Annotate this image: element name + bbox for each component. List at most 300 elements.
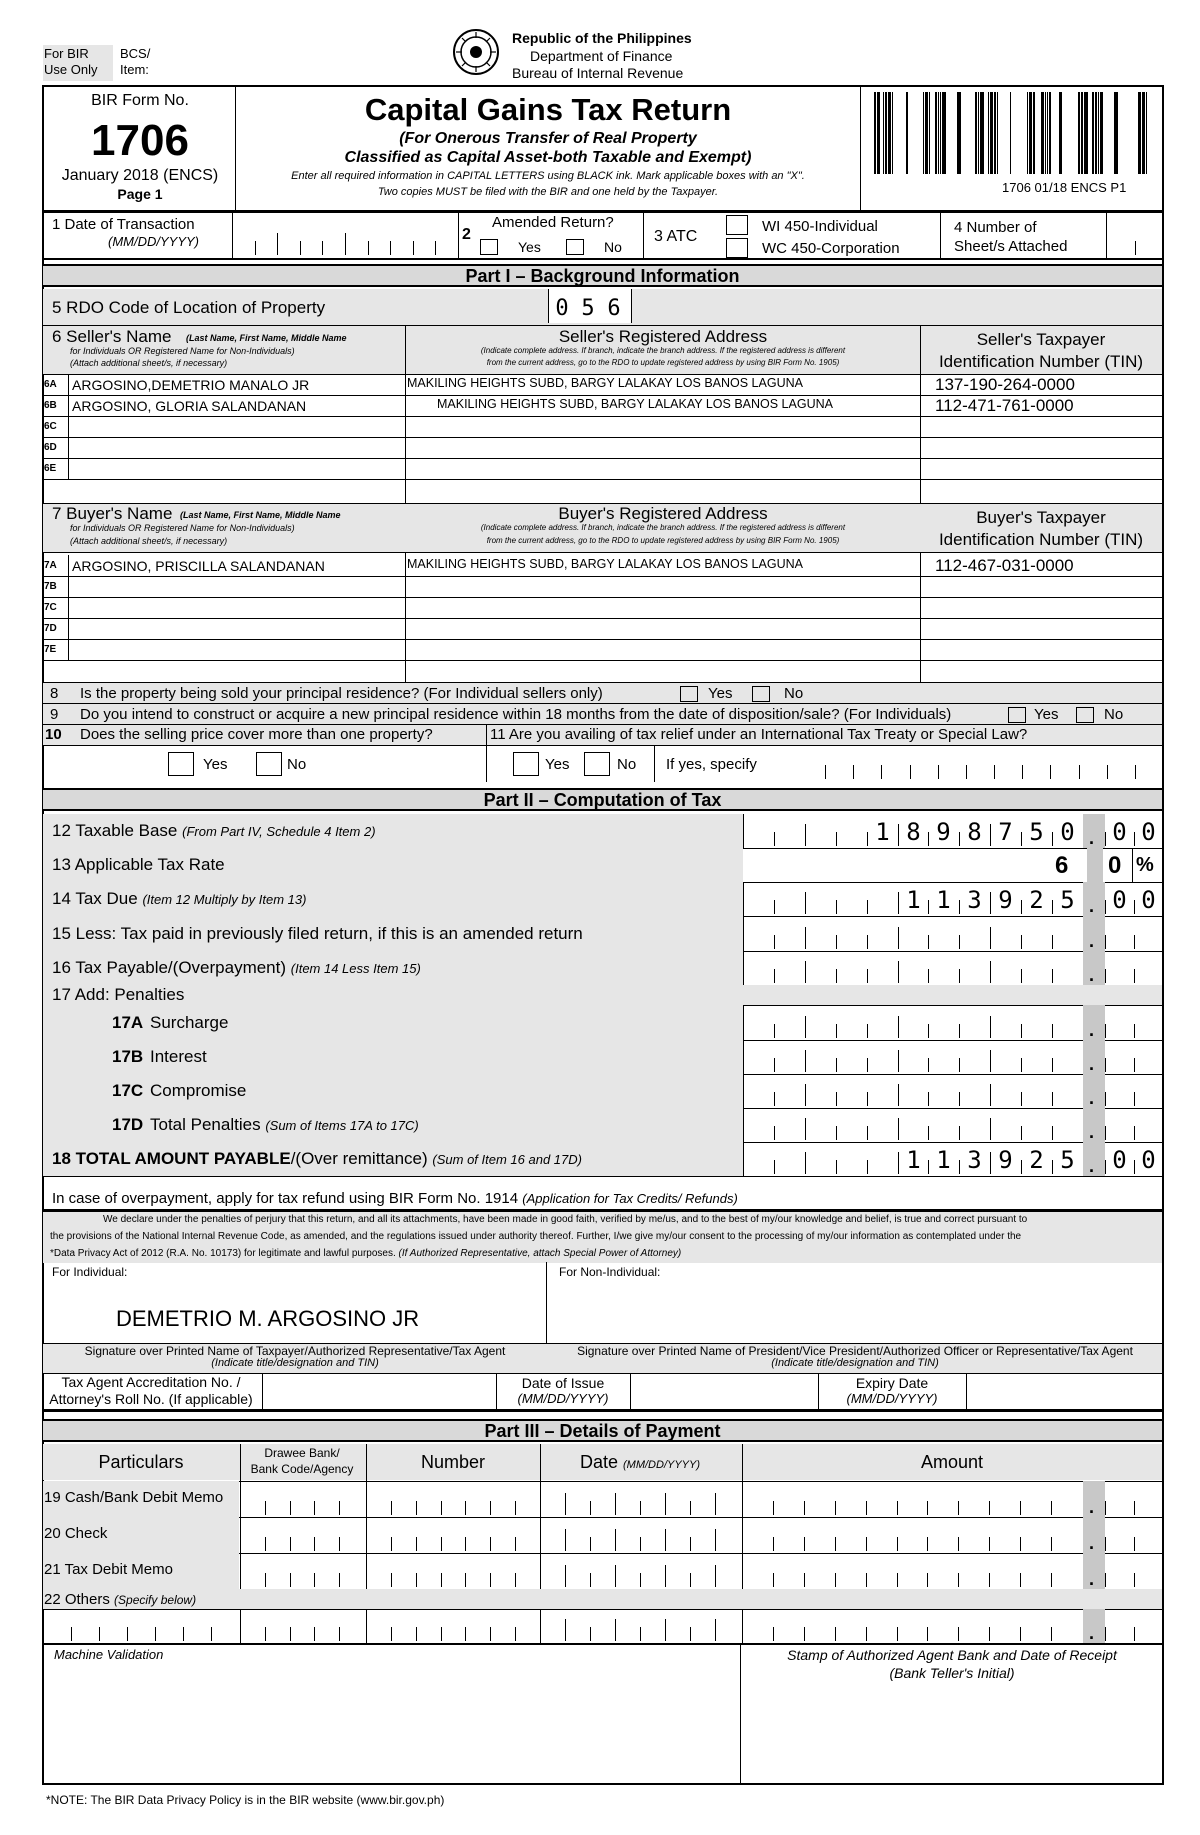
seller-tin-header: Seller's Taxpayer xyxy=(976,330,1106,349)
item15-label-text: 15 Less: Tax paid in previously filed return, if this is an amended return xyxy=(52,924,583,943)
expiry-field[interactable] xyxy=(968,1375,1162,1407)
seller-row xyxy=(42,374,1164,395)
barcode-bar xyxy=(1100,92,1103,174)
item1-label: 1 Date of Transaction xyxy=(52,216,195,233)
overpay-text xyxy=(52,1190,738,1207)
tax-debit-memo-row-date-field[interactable] xyxy=(540,1573,740,1587)
item17d-label xyxy=(150,1115,419,1135)
barcode-bar xyxy=(877,92,880,174)
atc-wc450-label: WC 450-Corporation xyxy=(762,240,900,257)
rdo-code-field[interactable] xyxy=(549,296,627,321)
seller-row-code: 6B xyxy=(44,400,57,411)
item15-label xyxy=(52,924,583,944)
q8-no-checkbox[interactable] xyxy=(752,685,770,703)
check-row-date-field[interactable] xyxy=(540,1537,740,1551)
republic-label: Republic of the Philippines xyxy=(512,30,692,46)
overpay-note: (Application for Tax Credits/ Refunds) xyxy=(522,1191,738,1206)
barcode-bar xyxy=(988,92,989,174)
form-instruction-1: Enter all required information in CAPITAL LETTERS using BLACK ink. Mark applicable boxes with an "X". xyxy=(291,170,805,182)
form-subtitle-1: (For Onerous Transfer of Real Property xyxy=(399,130,697,147)
q10-no-checkbox[interactable] xyxy=(256,752,282,776)
seller-address-header: Seller's Registered Address xyxy=(558,327,768,346)
item2-num: 2 xyxy=(462,226,471,243)
bir-seal-icon xyxy=(452,28,500,76)
barcode-bar xyxy=(997,92,998,174)
cash-debit-memo-row-label xyxy=(44,1489,223,1506)
overpay-label: In case of overpayment, apply for tax refund using BIR Form No. 1914 xyxy=(52,1190,519,1207)
seller-row xyxy=(42,437,1164,458)
signer-name[interactable]: DEMETRIO M. ARGOSINO JR xyxy=(116,1306,420,1331)
decimal-point: . xyxy=(1089,1623,1095,1643)
check-row-label-text: 20 Check xyxy=(44,1525,108,1542)
amended-no-checkbox[interactable] xyxy=(566,238,584,256)
barcode-bar xyxy=(906,92,908,174)
q8-num: 8 xyxy=(50,685,59,702)
item17a-label-text: Surcharge xyxy=(150,1013,229,1032)
item14-digit: 9 xyxy=(998,886,1013,914)
atc-wc450-checkbox[interactable] xyxy=(726,238,748,258)
others-specify-row-number-field[interactable] xyxy=(366,1627,540,1641)
date-issue-field[interactable] xyxy=(632,1375,816,1407)
q11-no-label: No xyxy=(617,756,637,773)
barcode-bar xyxy=(990,92,993,174)
expiry-format: (MM/DD/YYYY) xyxy=(846,1391,938,1406)
item17b-cents-field[interactable] xyxy=(1105,1058,1163,1072)
buyer-row xyxy=(42,639,1164,660)
q11-specify-label: If yes, specify xyxy=(666,756,757,773)
seller-row-code: 6D xyxy=(44,442,57,453)
item14-label-text: 14 Tax Due xyxy=(52,889,138,908)
others-row-label xyxy=(44,1591,196,1608)
buyer-name-note: (Last Name, First Name, Middle Name xyxy=(180,510,341,520)
item18-digit: 1 xyxy=(906,1146,921,1174)
item17-label-text: 17 Add: Penalties xyxy=(52,985,185,1004)
item12-label-text: 12 Taxable Base xyxy=(52,821,178,840)
decimal-point: . xyxy=(1089,1497,1095,1517)
item12-label xyxy=(52,821,376,841)
barcode-bar xyxy=(892,92,893,174)
tax-debit-memo-row-drawee-field[interactable] xyxy=(240,1573,364,1587)
bir-use-label: For BIR Use Only xyxy=(44,46,98,77)
item17a-label xyxy=(150,1013,228,1033)
item17a-cents-field[interactable] xyxy=(1105,1024,1163,1038)
col-drawee-2: Bank Code/Agency xyxy=(250,1462,354,1476)
barcode-bar xyxy=(1047,92,1048,174)
sig-individual-note: (Indicate title/designation and TIN) xyxy=(211,1357,379,1369)
item16-label-text: 16 Tax Payable/(Overpayment) xyxy=(52,958,287,977)
barcode-bar xyxy=(1078,92,1080,174)
q9-num: 9 xyxy=(50,706,59,723)
item14-digit: 3 xyxy=(967,886,982,914)
buyer-name-header: 7 Buyer's Name xyxy=(52,504,173,523)
decimal-point: . xyxy=(1089,1122,1095,1142)
item13-label-text: 13 Applicable Tax Rate xyxy=(52,855,225,874)
item17-label xyxy=(52,985,184,1005)
item16-cents-field[interactable] xyxy=(1105,969,1163,983)
sig-nonindividual-note: (Indicate title/designation and TIN) xyxy=(771,1357,939,1369)
date-issue-label: Date of Issue xyxy=(521,1375,605,1391)
q8-text: Is the property being sold your principal residence? (For Individual sellers only) xyxy=(80,685,603,702)
item14-digit: 1 xyxy=(906,886,921,914)
item18-digit: 2 xyxy=(1029,1146,1044,1174)
amended-yes-checkbox[interactable] xyxy=(480,238,498,256)
col-date-label: Date xyxy=(579,1452,618,1472)
seller-row xyxy=(42,458,1164,479)
agent-accr-label-2: Attorney's Roll No. (If applicable) xyxy=(49,1391,253,1407)
item17c-cents-field[interactable] xyxy=(1105,1092,1163,1106)
cash-debit-memo-row-cents-field[interactable] xyxy=(1105,1501,1163,1515)
stamp-label-2: (Bank Teller's Initial) xyxy=(889,1665,1015,1681)
atc-wi450-checkbox[interactable] xyxy=(726,215,748,235)
barcode-bar xyxy=(1010,92,1011,174)
decimal-point: . xyxy=(1089,931,1095,951)
declaration-text-3b: (If Authorized Representative, attach Special Power of Attorney) xyxy=(398,1248,682,1259)
barcode-bar xyxy=(1029,92,1032,174)
col-amount: Amount xyxy=(920,1452,984,1472)
seller-tin-field[interactable]: 137-190-264-0000 xyxy=(935,375,1075,394)
barcode-bar xyxy=(1114,92,1118,174)
barcode-bar xyxy=(938,92,939,174)
item14-digit: 1 xyxy=(936,886,951,914)
item17c-label-text: Compromise xyxy=(150,1081,247,1100)
others-specify-row-date-field[interactable] xyxy=(540,1627,740,1641)
buyer-row xyxy=(42,555,1164,576)
q10-text: Does the selling price cover more than one property? xyxy=(80,726,433,743)
barcode-bar xyxy=(980,92,984,174)
check-row-number-field[interactable] xyxy=(366,1537,540,1551)
buyer-row-code: 7C xyxy=(44,602,57,613)
q8-yes-label: Yes xyxy=(708,685,733,702)
item12-cents-digit: 0 xyxy=(1112,818,1127,846)
others-specify-row-cents-field[interactable] xyxy=(1105,1627,1163,1641)
decimal-point: . xyxy=(1089,896,1095,916)
decimal-point: . xyxy=(1089,1569,1095,1589)
seller-row-code: 6C xyxy=(44,421,57,432)
others-row-note: (Specify below) xyxy=(114,1593,197,1607)
seller-name-field[interactable]: ARGOSINO,DEMETRIO MANALO JR xyxy=(72,377,310,393)
seller-name-field[interactable]: ARGOSINO, GLORIA SALANDANAN xyxy=(72,398,307,414)
sheets-attached-field[interactable] xyxy=(1106,241,1164,255)
item16-note: (Item 14 Less Item 15) xyxy=(290,961,421,976)
item18-label xyxy=(52,1149,582,1169)
decimal-point: . xyxy=(1089,1088,1095,1108)
tax-debit-memo-row-label-text: 21 Tax Debit Memo xyxy=(44,1561,173,1578)
buyer-name-field[interactable]: ARGOSINO, PRISCILLA SALANDANAN xyxy=(72,558,325,574)
tax-rate-field[interactable]: 6 xyxy=(1055,852,1069,879)
tax-debit-memo-row-label xyxy=(44,1561,173,1578)
barcode-code: 1706 01/18 ENCS P1 xyxy=(1002,180,1127,195)
date-transaction-field[interactable] xyxy=(232,241,458,255)
item17c-label xyxy=(150,1081,246,1101)
others-row-label-text: 22 Others xyxy=(44,1591,110,1608)
barcode-bar xyxy=(935,92,937,174)
item16-label xyxy=(52,958,421,978)
sig-individual-label: Signature over Printed Name of Taxpayer/Authorized Representative/Tax Agent xyxy=(84,1344,506,1358)
barcode-bar xyxy=(929,92,930,174)
privacy-footnote: *NOTE: The BIR Data Privacy Policy is in the BIR website (www.bir.gov.ph) xyxy=(46,1793,445,1807)
item15-cents-field[interactable] xyxy=(1105,935,1163,949)
date-issue-format: (MM/DD/YYYY) xyxy=(517,1391,609,1406)
q10-no-label: No xyxy=(287,756,307,773)
barcode-bar xyxy=(978,92,979,174)
agent-accr-label: Tax Agent Accreditation No. / xyxy=(61,1374,241,1390)
barcode-bar xyxy=(925,92,928,174)
declaration-text-3 xyxy=(50,1248,681,1259)
q10-num: 10 xyxy=(45,726,62,743)
item17d-num: 17D xyxy=(112,1115,144,1134)
item12-note: (From Part IV, Schedule 4 Item 2) xyxy=(182,824,376,839)
item12-digit: 7 xyxy=(998,818,1013,846)
bcs-item-label: BCS/ Item: xyxy=(120,46,151,77)
machine-validation-label: Machine Validation xyxy=(54,1647,164,1662)
q11-no-checkbox[interactable] xyxy=(584,752,610,776)
col-number: Number xyxy=(420,1452,486,1472)
cash-debit-memo-row-date-field[interactable] xyxy=(540,1501,740,1515)
q9-no-checkbox[interactable] xyxy=(1076,706,1094,724)
form-subtitle-2: Classified as Capital Asset-both Taxable and Exempt) xyxy=(344,149,752,166)
seller-address-note-2: from the current address, go to the RDO to update registered address by using BIR Form No. 1905) xyxy=(486,358,840,367)
check-row-drawee-field[interactable] xyxy=(240,1537,364,1551)
buyer-name-note-3: (Attach additional sheet/s, if necessary) xyxy=(70,536,228,546)
seller-address-field[interactable]: MAKILING HEIGHTS SUBD, BARGY LALAKAY LOS BANOS LAGUNA xyxy=(437,397,833,411)
for-nonindividual-label: For Non-Individual: xyxy=(559,1265,661,1279)
form-number: 1706 xyxy=(91,116,189,165)
declaration-text-1: We declare under the penalties of perjury that this return, and all its attachments, have been made in good faith, verified by me/us, and to the best of my/our knowledge and belief, is true and correct pursuant to xyxy=(103,1214,1028,1225)
buyer-row xyxy=(42,576,1164,597)
item14-cents-digit: 0 xyxy=(1112,886,1127,914)
barcode-bar xyxy=(1049,92,1051,174)
barcode-bar xyxy=(1146,92,1147,174)
buyer-name-note-2: for Individuals OR Registered Name for Non-Individuals) xyxy=(70,523,295,533)
declaration-text-3a: *Data Privacy Act of 2012 (R.A. No. 10173) for legitimate and lawful purposes. xyxy=(50,1248,396,1259)
atc-wi450-label: WI 450-Individual xyxy=(762,218,878,235)
item17d-label-text: Total Penalties xyxy=(150,1115,261,1134)
barcode-bar xyxy=(1045,92,1046,174)
cash-debit-memo-row-number-field[interactable] xyxy=(366,1501,540,1515)
item12-cents-digit: 0 xyxy=(1141,818,1156,846)
item14-digit: 2 xyxy=(1029,886,1044,914)
item16-amount-field[interactable] xyxy=(743,969,1083,983)
seller-address-field[interactable]: MAKILING HEIGHTS SUBD, BARGY LALAKAY LOS BANOS LAGUNA xyxy=(407,376,803,390)
buyer-tin-field[interactable]: 112-467-031-0000 xyxy=(935,556,1074,575)
part3-title: Part III – Details of Payment xyxy=(43,1419,1162,1442)
item12-digit: 0 xyxy=(1060,818,1075,846)
tax-debit-memo-row-number-field[interactable] xyxy=(366,1573,540,1587)
cash-debit-memo-row-drawee-field[interactable] xyxy=(240,1501,364,1515)
item17b-label xyxy=(150,1047,207,1067)
item4-label-2: Sheet/s Attached xyxy=(954,238,1068,255)
buyer-address-header: Buyer's Registered Address xyxy=(558,504,768,523)
buyer-row xyxy=(42,597,1164,618)
item14-digit: 5 xyxy=(1060,886,1075,914)
rdo-digit: 6 xyxy=(607,296,621,321)
item12-digit: 8 xyxy=(906,818,921,846)
item3-label: 3 ATC xyxy=(654,228,698,245)
decimal-point: . xyxy=(1089,1156,1095,1176)
item17d-note: (Sum of Items 17A to 17C) xyxy=(265,1118,419,1133)
item18-label-text: 18 TOTAL AMOUNT PAYABLE xyxy=(52,1149,291,1168)
check-row-label xyxy=(44,1525,107,1542)
others-specify-row-specify-field[interactable] xyxy=(43,1627,239,1641)
item17b-amount-field[interactable] xyxy=(743,1058,1083,1072)
item17c-amount-field[interactable] xyxy=(743,1092,1083,1106)
agent-accr-field[interactable] xyxy=(264,1375,494,1407)
item17d-amount-field[interactable] xyxy=(743,1126,1083,1140)
barcode-bar xyxy=(1081,92,1083,174)
item18-digit: 1 xyxy=(936,1146,951,1174)
form-instruction-2: Two copies MUST be filed with the BIR and one held by the Taxpayer. xyxy=(377,186,719,198)
q9-yes-checkbox[interactable] xyxy=(1008,706,1026,724)
expiry-label: Expiry Date xyxy=(855,1375,929,1391)
item14-cents-digit: 0 xyxy=(1141,886,1156,914)
item15-amount-field[interactable] xyxy=(743,935,1083,949)
decimal-point: . xyxy=(1089,1054,1095,1074)
barcode-bar xyxy=(1142,92,1145,174)
barcode-bar xyxy=(883,92,884,174)
seller-tin-field[interactable]: 112-471-761-0000 xyxy=(935,396,1074,415)
page-label: Page 1 xyxy=(117,186,163,202)
col-date xyxy=(540,1452,740,1473)
buyer-row xyxy=(42,618,1164,639)
seller-row-code: 6A xyxy=(44,379,57,390)
seller-name-note-2: for Individuals OR Registered Name for Non-Individuals) xyxy=(70,346,295,356)
part2-title: Part II – Computation of Tax xyxy=(43,788,1162,811)
item18-label-text-2: /(Over remittance) xyxy=(290,1149,428,1168)
q11-specify-field[interactable] xyxy=(825,765,1163,779)
item4-label: 4 Number of xyxy=(954,219,1037,236)
q8-no-label: No xyxy=(784,685,804,702)
item5-label: 5 RDO Code of Location of Property xyxy=(52,298,326,317)
barcode-bar xyxy=(1033,92,1035,174)
bureau-label: Bureau of Internal Revenue xyxy=(512,65,684,81)
others-specify-row-amount-field[interactable] xyxy=(742,1627,1082,1641)
tax-debit-memo-row-cents-field[interactable] xyxy=(1105,1573,1163,1587)
item14-label xyxy=(52,889,306,909)
barcode-bar xyxy=(1098,92,1099,174)
others-specify-row-drawee-field[interactable] xyxy=(240,1627,364,1641)
item17a-amount-field[interactable] xyxy=(743,1024,1083,1038)
item18-digit: 5 xyxy=(1060,1146,1075,1174)
item17c-num: 17C xyxy=(112,1081,144,1100)
sig-nonindividual-label: Signature over Printed Name of President/Vice President/Authorized Officer or Representative/Tax Agent xyxy=(577,1344,1133,1358)
item18-cents-digit: 0 xyxy=(1141,1146,1156,1174)
q9-no-label: No xyxy=(1104,706,1124,723)
buyer-address-note: (Indicate complete address. If branch, indicate the branch address. If the registered address is different xyxy=(480,523,846,532)
item17d-cents-field[interactable] xyxy=(1105,1126,1163,1140)
stamp-label: Stamp of Authorized Agent Bank and Date of Receipt xyxy=(787,1647,1117,1663)
seller-row xyxy=(42,416,1164,437)
buyer-row-code: 7E xyxy=(44,644,57,655)
decimal-point: . xyxy=(1089,1020,1095,1040)
barcode-bar xyxy=(942,92,946,174)
seller-name-note: (Last Name, First Name, Middle Name xyxy=(186,333,347,343)
item12-digit: 5 xyxy=(1029,818,1044,846)
q9-yes-label: Yes xyxy=(1034,706,1059,723)
item18-digit: 3 xyxy=(967,1146,982,1174)
amended-no-label: No xyxy=(604,239,622,255)
item14-note: (Item 12 Multiply by Item 13) xyxy=(142,892,307,907)
barcode-bar xyxy=(957,92,961,174)
form-version: January 2018 (ENCS) xyxy=(61,167,219,184)
decimal-point: . xyxy=(1089,1533,1095,1553)
barcode-bar xyxy=(885,92,887,174)
col-drawee: Drawee Bank/ xyxy=(264,1446,340,1460)
rdo-digit: 0 xyxy=(555,296,569,321)
q11-yes-checkbox[interactable] xyxy=(513,752,539,776)
q11-yes-label: Yes xyxy=(545,756,570,773)
barcode-bar xyxy=(994,92,996,174)
item1-sub: (MM/DD/YYYY) xyxy=(108,234,199,249)
seller-name-header: 6 Seller's Name xyxy=(52,327,172,346)
buyer-row-code: 7D xyxy=(44,623,57,634)
item18-digit: 9 xyxy=(998,1146,1013,1174)
q10-yes-checkbox[interactable] xyxy=(168,752,194,776)
q10-yes-label: Yes xyxy=(203,756,228,773)
buyer-tin-header: Buyer's Taxpayer xyxy=(976,508,1106,527)
barcode-bar xyxy=(1084,92,1088,174)
buyer-row-code: 7B xyxy=(44,581,57,592)
barcode-image xyxy=(872,92,1154,174)
department-label: Department of Finance xyxy=(530,48,673,64)
barcode-bar xyxy=(940,92,941,174)
item2-label: Amended Return? xyxy=(492,214,614,231)
form-no-label: BIR Form No. xyxy=(91,92,189,109)
cash-debit-memo-row-amount-field[interactable] xyxy=(742,1501,1082,1515)
tax-rate-decimal[interactable]: 0 xyxy=(1108,852,1122,879)
item12-digit: 8 xyxy=(967,818,982,846)
barcode-bar xyxy=(1059,92,1062,174)
item18-cents-digit: 0 xyxy=(1112,1146,1127,1174)
item13-label xyxy=(52,855,225,875)
barcode-bar xyxy=(1092,92,1094,174)
check-row-amount-field[interactable] xyxy=(742,1537,1082,1551)
q11-text: 11 Are you availing of tax relief under an International Tax Treaty or Special Law? xyxy=(490,726,1028,743)
item17a-num: 17A xyxy=(112,1013,144,1032)
seller-row xyxy=(42,395,1164,416)
col-particulars: Particulars xyxy=(98,1452,184,1472)
check-row-cents-field[interactable] xyxy=(1105,1537,1163,1551)
decimal-point: . xyxy=(1089,965,1095,985)
barcode-bar xyxy=(1138,92,1141,174)
buyer-address-field[interactable]: MAKILING HEIGHTS SUBD, BARGY LALAKAY LOS BANOS LAGUNA xyxy=(407,557,803,571)
buyer-row-code: 7A xyxy=(44,560,57,571)
declaration-text-2: the provisions of the National Internal Revenue Code, as amended, and the regulations issued under authority thereof. Further, I/we give my/our consent to the processing of my/our information as contemplated under the xyxy=(50,1231,1022,1242)
seller-address-note: (Indicate complete address. If branch, indicate the branch address. If the registered address is different xyxy=(480,346,846,355)
seller-tin-header-2: Identification Number (TIN) xyxy=(938,352,1144,371)
seller-row-code: 6E xyxy=(44,463,57,474)
barcode-bar xyxy=(874,92,876,174)
tax-debit-memo-row-amount-field[interactable] xyxy=(742,1573,1082,1587)
cash-debit-memo-row-label-text: 19 Cash/Bank Debit Memo xyxy=(44,1489,224,1506)
q8-yes-checkbox[interactable] xyxy=(680,685,698,703)
decimal-point: . xyxy=(1089,828,1095,848)
item17b-label-text: Interest xyxy=(150,1047,207,1066)
item17b-num: 17B xyxy=(112,1047,144,1066)
barcode-bar xyxy=(888,92,891,174)
part1-title: Part I – Background Information xyxy=(43,264,1162,287)
seller-name-note-3: (Attach additional sheet/s, if necessary) xyxy=(70,358,228,368)
form-title: Capital Gains Tax Return xyxy=(364,92,732,127)
barcode-bar xyxy=(1027,92,1028,174)
q9-text: Do you intend to construct or acquire a new principal residence within 18 months from the date of disposition/sale? (For Individuals) xyxy=(80,706,952,723)
item18-note: (Sum of Item 16 and 17D) xyxy=(432,1152,582,1167)
buyer-tin-header-2: Identification Number (TIN) xyxy=(938,530,1144,549)
buyer-address-note-2: from the current address, go to the RDO to update registered address by using BIR Form No. 1905) xyxy=(486,536,840,545)
barcode-bar xyxy=(975,92,977,174)
item12-digit: 9 xyxy=(936,818,951,846)
item12-digit: 1 xyxy=(875,818,890,846)
barcode-bar xyxy=(1041,92,1044,174)
